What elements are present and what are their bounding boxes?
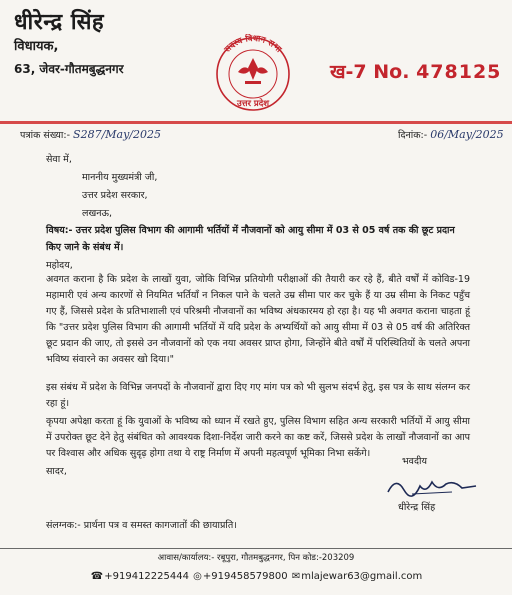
yours-faithfully: भवदीय: [402, 456, 427, 467]
footer-phone: +919412225444: [104, 571, 189, 582]
serial-number: [330, 58, 501, 84]
reference-number: [20, 128, 161, 141]
footer-email: mlajewar63@gmail.com: [301, 571, 423, 582]
body-paragraph-1: अवगत कराना है कि प्रदेश के लाखों युवा, जोकि विभिन्न प्रतियोगी परीक्षाओं की तैयारी कर रहे हैं, बीते वर्षों में कोविड-19 महामारी एवं अन्य कारणों से नियमित भर्तियाँ न निकल पाने के चलते उम्र सीमा पार कर चुके हैं या उम्र सीमा के निकट पहुँच गए हैं, जिससे प्रदेश के प्रतिभाशाली एवं परिश्रमी नौजवानों का भविष्य अंधकारमय हो रहा है। यह भी अवगत कराना चाहता हूं कि "उत्तर प्रदेश पुलिस विभाग की आगामी भर्तियों में यदि प्रदेश के अभ्यर्थियों को आयु सीमा में 03 से 05 वर्ष की अतिरिक्त छूट प्रदान की जाए, तो इससे उन नौजवानों को एक नया अवसर प्राप्त होगा, जिन्होंने बीते वर्षों में परिस्थितियों के चलते अपना भविष्य संवारने का अवसर खो दिया।": [46, 274, 470, 365]
date-label: दिनांक:-: [398, 130, 428, 141]
body-paragraph-3: कृपया अपेक्षा करता हूं कि युवाओं के भविष्य को ध्यान में रखते हुए, पुलिस विभाग सहित अन्य सरकारी भर्तियों में आयु सीमा में उपरोक्त छूट देने हेतु संबंधित को आवश्यक दिशा-निर्देश जारी करने का कष्ट करें, जिससे प्रदेश के लाखों नौजवानों का आप पर विश्वास और अधिक सुदृढ़ होगा तथा ये राष्ट्र निर्माण में अपनी महत्वपूर्ण भूमिका निभा सकेंगे।: [46, 416, 470, 459]
salutation: सेवा में,: [46, 154, 72, 165]
signatory-name: धीरेन्द्र सिंह: [398, 502, 436, 513]
recipient-line-2: उत्तर प्रदेश सरकार,: [82, 190, 148, 201]
date-value: 06/May/2025: [430, 128, 504, 141]
greeting: महोदय,: [46, 260, 73, 271]
letter-date: [398, 128, 504, 141]
footer-divider: [0, 548, 512, 549]
reference-label: पत्रांक संख्या:-: [20, 130, 70, 141]
serial-value: 478125: [416, 61, 502, 83]
seal-emblem: [238, 58, 268, 84]
whatsapp-icon: ◎: [193, 571, 202, 582]
phone-icon: ☎: [90, 571, 104, 582]
seal-top-text: सदस्य विधान सभा: [222, 34, 284, 55]
footer-contacts: [0, 571, 512, 582]
letterhead-designation: विधायक,: [14, 39, 59, 54]
reference-value: S287/May/2025: [73, 128, 162, 141]
body-paragraph-2: इस संबंध में प्रदेश के विभिन्न जनपदों के नौजवानों द्वारा दिए गए मांग पत्र को भी सुलभ संदर्भ हेतु, इस पत्र के साथ संलग्न कर रहा हूं।: [46, 382, 470, 409]
assembly-seal: [208, 34, 298, 112]
closing: सादर,: [46, 466, 67, 477]
signature: [382, 472, 482, 500]
letterhead-address: 63, जेवर-गौतमबुद्धनगर: [14, 62, 124, 76]
recipient-line-1: माननीय मुख्यमंत्री जी,: [82, 172, 158, 183]
footer-address: आवास/कार्यालय:- रबूपुरा, गौतमबुद्धनगर, पिन कोड:-203209: [157, 553, 355, 563]
recipient-line-3: लखनऊ,: [82, 208, 112, 219]
footer-whatsapp: +919458579800: [202, 571, 288, 582]
enclosure: संलग्नक:- प्रार्थना पत्र व समस्त कागजातों की छायाप्रति।: [46, 520, 237, 531]
subject-line: विषय:- उत्तर प्रदेश पुलिस विभाग की आगामी भर्तियों में नौजवानों को आयु सीमा में 03 से 05 वर्ष तक की छूट प्रदान किए जाने के संबंध में।: [46, 225, 455, 253]
header-divider: [0, 121, 512, 124]
seal-bottom-text: उत्तर प्रदेश: [236, 99, 270, 109]
serial-prefix: ख-7 No.: [330, 61, 410, 83]
email-icon: ✉: [291, 571, 301, 582]
letterhead-name: धीरेन्द्र सिंह: [14, 10, 105, 35]
